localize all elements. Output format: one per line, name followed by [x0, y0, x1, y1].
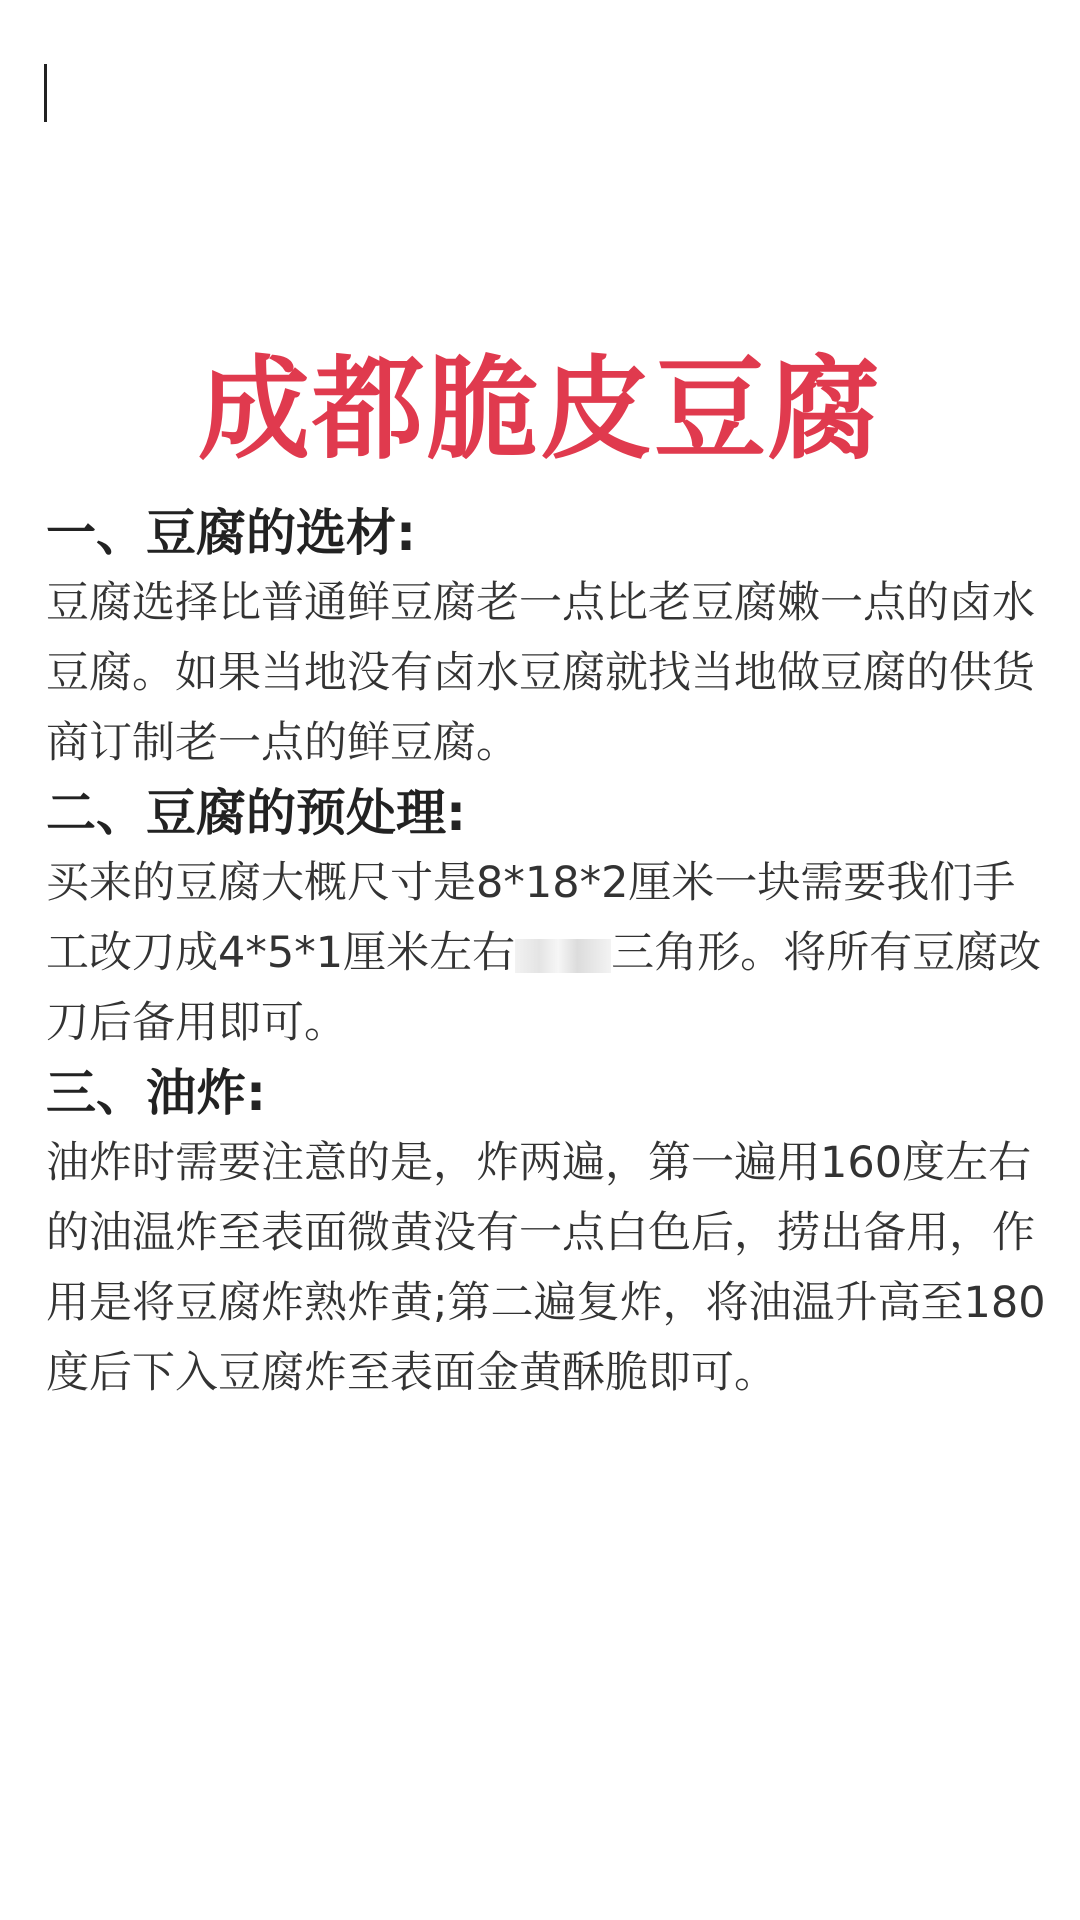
page-title: 成都脆皮豆腐	[198, 345, 882, 475]
section-selection	[46, 498, 1046, 778]
text-cursor	[44, 64, 47, 122]
section-preparation	[46, 778, 1046, 1058]
section-frying	[46, 1058, 1046, 1408]
section-paragraph: 豆腐选择比普通鲜豆腐老一点比老豆腐嫩一点的卤水豆腐。如果当地没有卤水豆腐就找当地做豆腐的供货商订制老一点的鲜豆腐。	[46, 578, 1035, 768]
article-body	[46, 498, 1046, 1408]
section-heading: 三、油炸:	[46, 1064, 266, 1122]
section-heading: 二、豆腐的预处理:	[46, 784, 466, 842]
paragraph-text-part: 三角形。将所有豆腐改刀后备用即可。	[46, 928, 1042, 1048]
section-paragraph	[46, 848, 1046, 1058]
section-heading: 一、豆腐的选材:	[46, 504, 416, 562]
section-paragraph: 油炸时需要注意的是，炸两遍，第一遍用160度左右的油温炸至表面微黄没有一点白色后，捞出备用，作用是将豆腐炸熟炸黄;第二遍复炸，将油温升高至180度后下入豆腐炸至表面金黄酥脆即可。	[46, 1138, 1046, 1398]
paragraph-text-part: 买来的豆腐大概尺寸是8*18*2厘米一块需要我们手工改刀成4*5*1厘米左右	[46, 858, 1016, 978]
blurred-text-smudge	[515, 939, 611, 973]
